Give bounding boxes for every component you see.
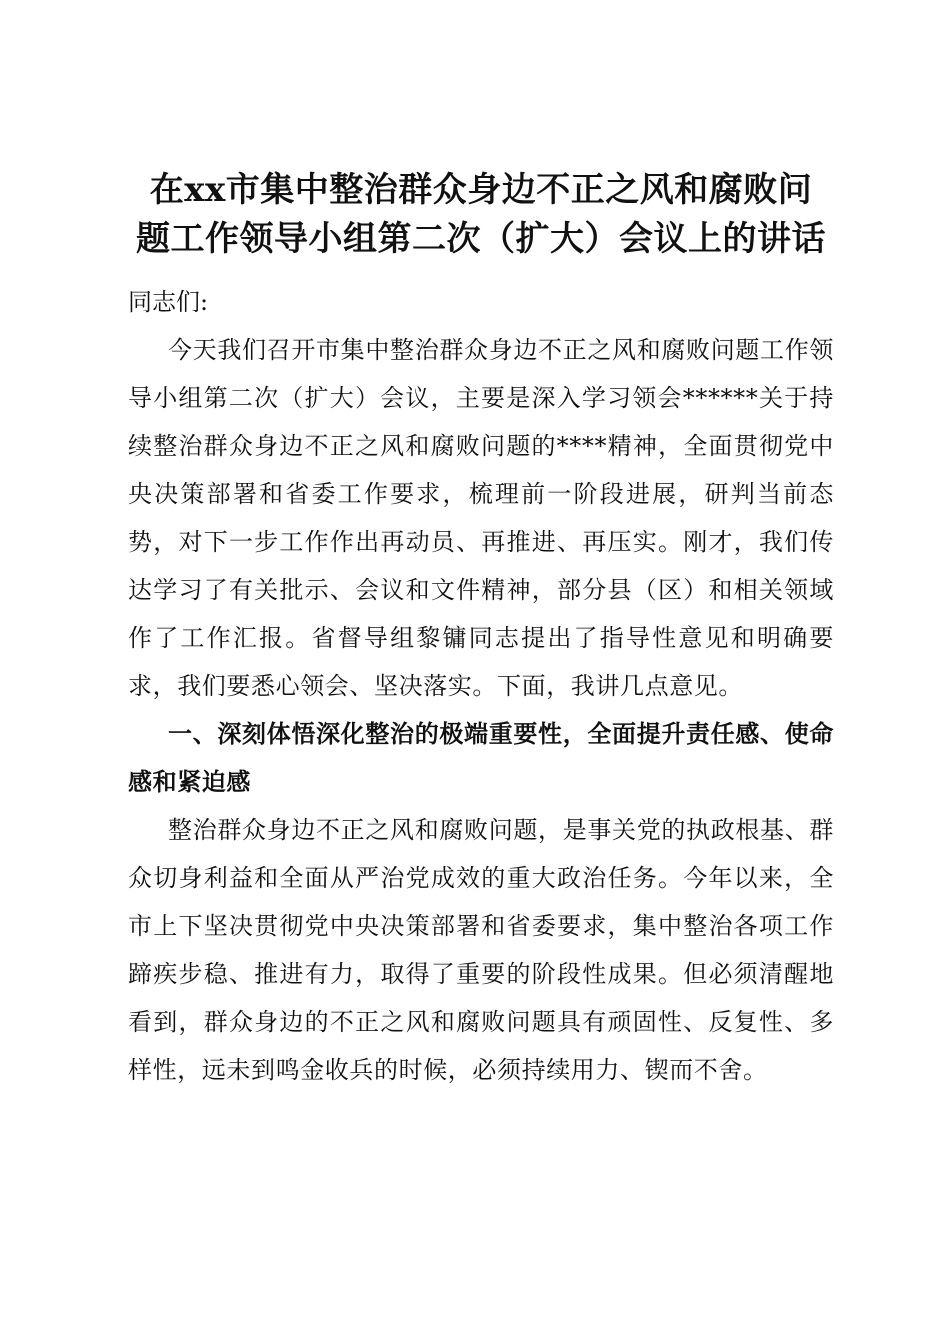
- salutation: 同志们:: [128, 288, 209, 316]
- opening-paragraph: 今天我们召开市集中整治群众身边不正之风和腐败问题工作领导小组第二次（扩大）会议，主要是深入学习领会******关于持续整治群众身边不正之风和腐败问题的****精神，全面贯彻党中央决策部署和省委工作要求，梳理前一阶段进展，研判当前态势，对下一步工作作出再动员、再推进、再压实。刚才，我们传达学习了有关批示、会议和文件精神，部分县（区）和相关领域作了工作汇报。省督导组黎镛同志提出了指导性意见和明确要求，我们要悉心领会、坚决落实。下面，我讲几点意见。: [128, 336, 834, 700]
- document-title-line-1: 在xx市集中整治群众身边不正之风和腐败问: [149, 170, 813, 210]
- section-1-paragraph: 整治群众身边不正之风和腐败问题，是事关党的执政根基、群众切身利益和全面从严治党成效的重大政治任务。今年以来，全市上下坚决贯彻党中央决策部署和省委要求，集中整治各项工作蹄疾步稳、推进有力，取得了重要的阶段性成果。但必须清醒地看到，群众身边的不正之风和腐败问题具有顽固性、反复性、多样性，远未到鸣金收兵的时候，必须持续用力、锲而不舍。: [128, 816, 834, 1084]
- document-title-line-2: 题工作领导小组第二次（扩大）会议上的讲话: [136, 219, 826, 259]
- section-1-heading: 一、深刻体悟深化整治的极端重要性，全面提升责任感、使命感和紧迫感: [128, 719, 834, 796]
- document-title: [128, 166, 834, 264]
- document-page: [128, 166, 834, 1094]
